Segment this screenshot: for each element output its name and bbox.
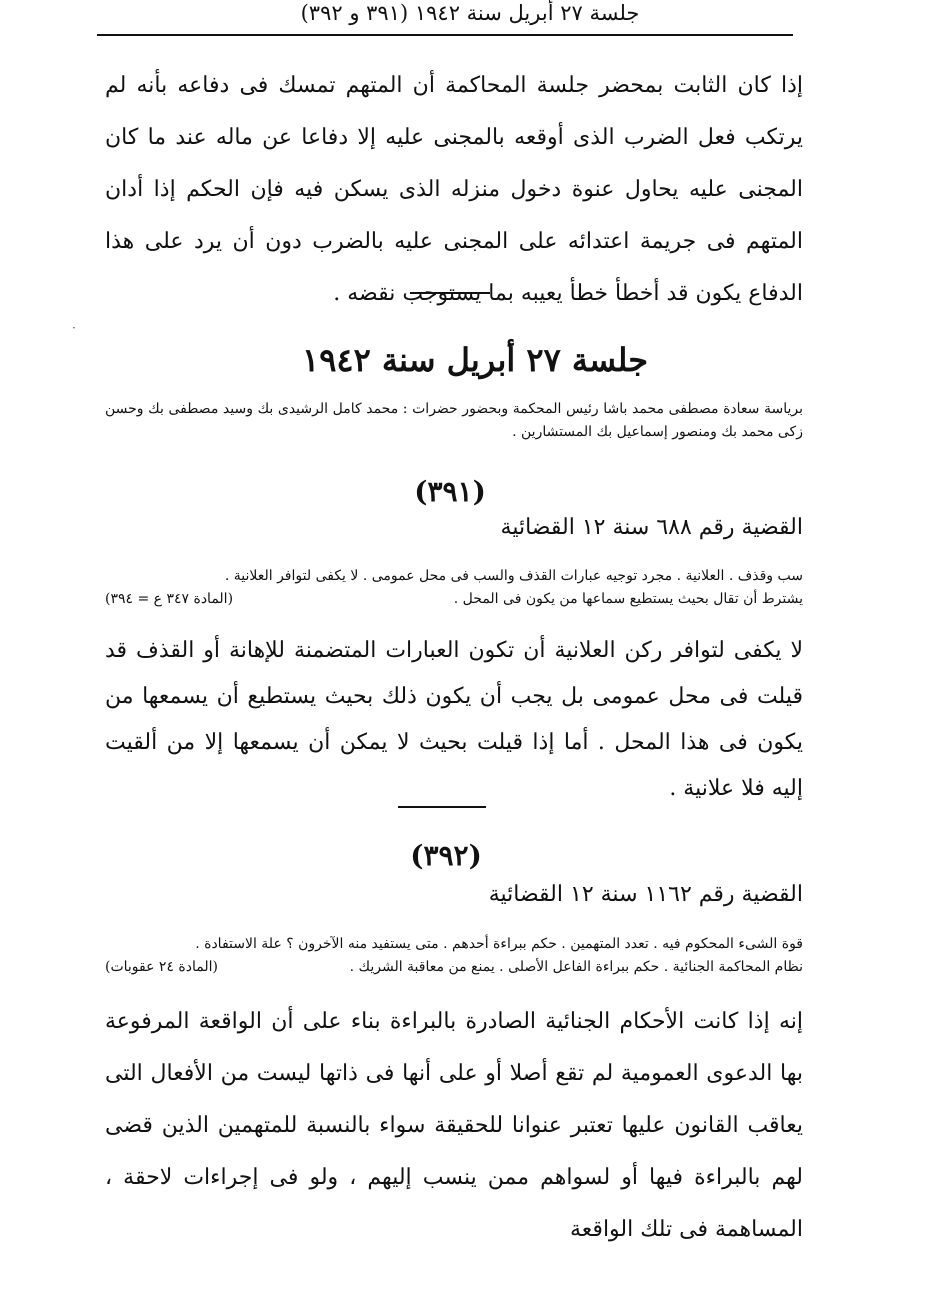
case-392-article-ref: (المادة ٢٤ عقوبات) (105, 959, 218, 975)
session-title: جلسة ٢٧ أبريل سنة ١٩٤٢ (302, 341, 648, 379)
case-number-391: (٣٩١) (414, 475, 486, 508)
margin-mark: · (72, 321, 76, 335)
case-391-summary-text: يشترط أن تقال بحيث يستطيع سماعها من يكون فى المحل . (453, 591, 803, 607)
case-392-summary-line: قوة الشىء المحكوم فيه . تعدد المتهمين . حكم ببراءة أحدهم . متى يستفيد منه الآخرون ؟ علة الاستفادة . (195, 936, 803, 952)
section-divider (398, 806, 486, 808)
header-rule (97, 34, 793, 36)
running-head: جلسة ٢٧ أبريل سنة ١٩٤٢ (٣٩١ و ٣٩٢) (300, 1, 640, 25)
case-391-summary-line (105, 588, 803, 611)
intro-paragraph: إذا كان الثابت بمحضر جلسة المحاكمة أن المتهم تمسك فى دفاعه بأنه لم يرتكب فعل الضرب الذى أوقعه بالمجنى عليه إلا دفاعا عن ماله عند ما كان المجنى عليه يحاول عنوة دخول منزله الذى يسكن فيه فإن الحكم إذا أدان المتهم فى جريمة اعتدائه على المجنى عليه بالضرب دون أن يرد على هذا الدفاع يكون قد أخطأ خطأ يعيبه بما يستوجب نقضه . (105, 73, 804, 306)
case-reference-391: القضية رقم ٦٨٨ سنة ١٢ القضائية (500, 515, 803, 540)
case-392-summary-text: نظام المحاكمة الجنائية . حكم ببراءة الفاعل الأصلى . يمنع من معاقبة الشريك . (349, 959, 803, 975)
case-reference-392: القضية رقم ١١٦٢ سنة ١٢ القضائية (488, 882, 803, 907)
case-392-summary (105, 933, 803, 979)
case-392-summary-line (105, 956, 803, 979)
section-divider (410, 292, 490, 294)
case-391-summary (105, 565, 803, 611)
case-392-body: إنه إذا كانت الأحكام الجنائية الصادرة بالبراءة بناء على أن الواقعة المرفوعة بها الدعوى العمومية لم تقع أصلا أو على أنها فى ذاتها ليست من الأفعال التى يعاقب القانون عليها تعتبر عنوانا للحقيقة سواء بالنسبة للمتهمين الذين قضى لهم بالبراءة فيها أو لسواهم ممن ينسب إليهم ، ولو فى إجراءات لاحقة ، المساهمة فى تلك الواقعة (105, 1009, 803, 1242)
case-number-392: (٣٩٢) (410, 839, 482, 872)
session-presidency: برياسة سعادة مصطفى محمد باشا رئيس المحكمة وبحضور حضرات : محمد كامل الرشيدى بك وسيد مصطفى بك وحسن زكى محمد بك ومنصور إسماعيل بك المستشارين . (105, 401, 803, 440)
case-391-article-ref: (المادة ٣٤٧ ع = ٣٩٤) (105, 591, 234, 607)
case-391-summary-line: سب وقذف . العلانية . مجرد توجيه عبارات القذف والسب فى محل عمومى . لا يكفى لتوافر العلانية . (224, 568, 803, 584)
case-391-body: لا يكفى لتوافر ركن العلانية أن تكون العبارات المتضمنة للإهانة أو القذف قد قيلت فى محل عمومى بل يجب أن يكون ذلك بحيث يستطيع أن يسمعها من يكون فى هذا المحل . أما إذا قيلت بحيث لا يمكن أن يسمعها إلا من ألقيت إليه فلا علانية . (105, 638, 803, 801)
